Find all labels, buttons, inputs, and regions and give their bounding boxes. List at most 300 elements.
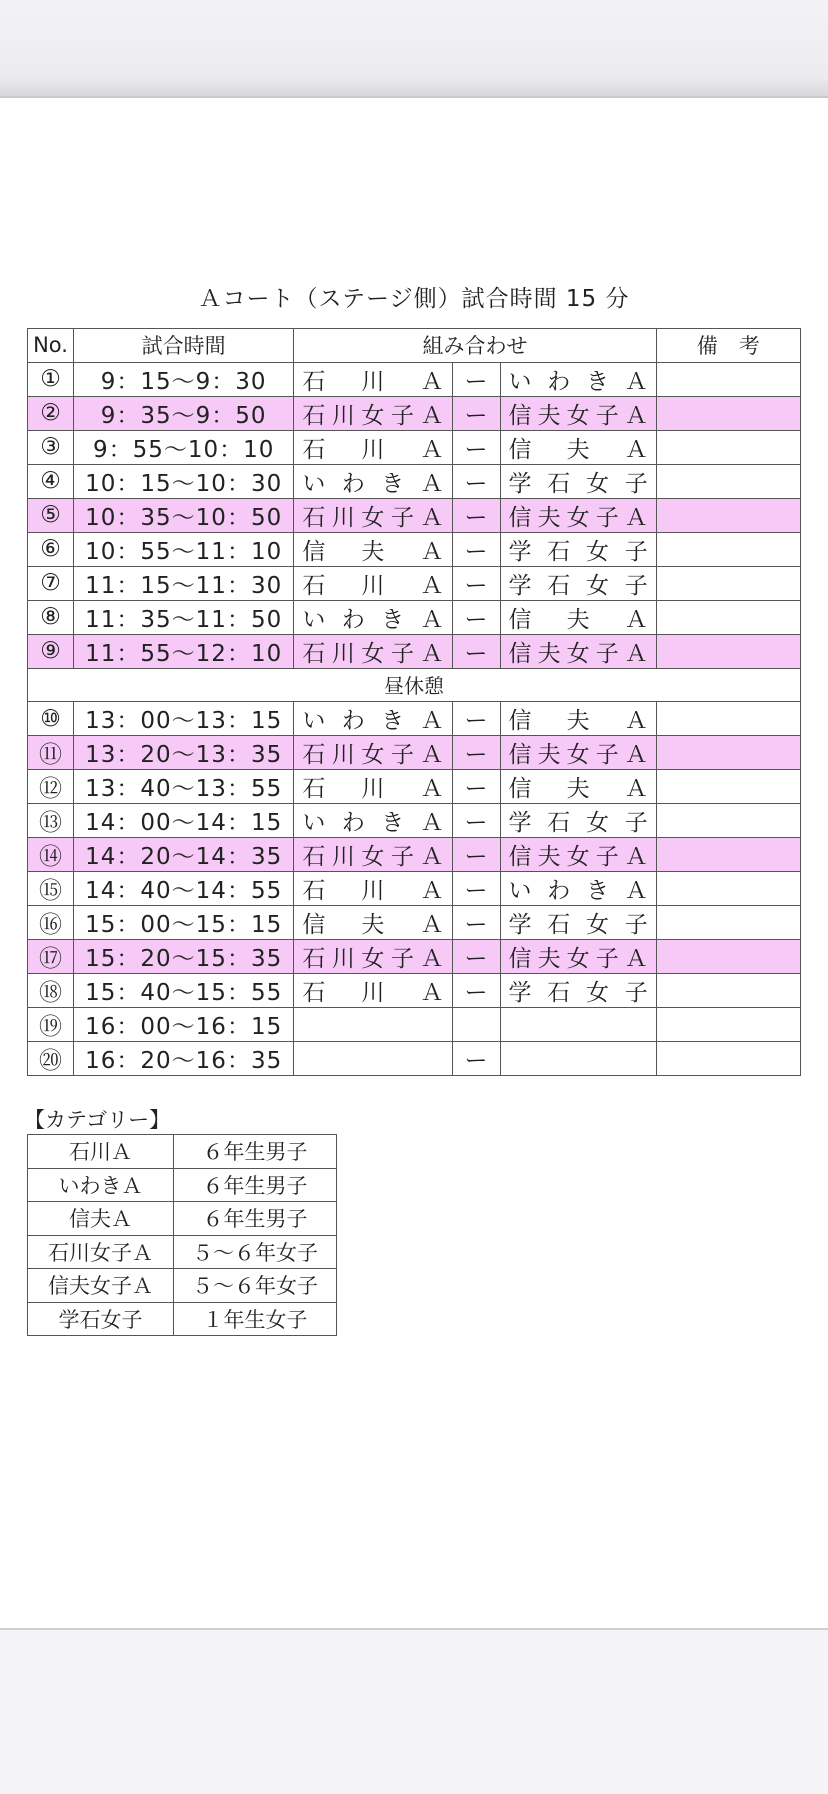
versus-dash: ー xyxy=(452,566,500,600)
team-name xyxy=(501,567,656,600)
match-number: ⑳ xyxy=(28,1042,74,1076)
team-name xyxy=(294,736,451,769)
note-cell xyxy=(656,872,800,906)
category-team: 信夫Ａ xyxy=(28,1202,174,1236)
match-time: 14：40〜14：55 xyxy=(74,872,294,906)
document-title: Ａコート（ステージ側）試合時間 15 分 xyxy=(198,286,630,312)
team-cell xyxy=(294,1042,452,1076)
team-name xyxy=(294,397,451,430)
team-char: わ xyxy=(341,606,365,633)
category-team: 石川Ａ xyxy=(28,1135,174,1169)
team-name xyxy=(501,838,656,871)
team-char: Ａ xyxy=(624,946,648,972)
team-char: 川 xyxy=(361,980,385,1006)
match-number: ① xyxy=(28,362,74,396)
team-char: い xyxy=(302,810,326,836)
team-char: 信 xyxy=(302,538,326,565)
match-time: 15：40〜15：55 xyxy=(74,974,294,1008)
team-char: Ａ xyxy=(624,606,648,633)
team-cell xyxy=(500,532,656,566)
category-label: 【カテゴリー】 xyxy=(24,1108,171,1132)
team-name xyxy=(294,872,451,905)
match-row xyxy=(28,464,801,498)
team-char: 学 xyxy=(508,980,532,1006)
team-name xyxy=(501,702,656,735)
team-char: 信 xyxy=(508,946,532,972)
team-char: 夫 xyxy=(566,606,590,633)
match-row xyxy=(28,872,801,906)
team-char: Ａ xyxy=(624,368,648,395)
team-char: い xyxy=(302,708,326,734)
team-char: 信 xyxy=(508,776,532,802)
team-char: 学 xyxy=(508,810,532,836)
match-row xyxy=(28,1042,801,1076)
team-name xyxy=(501,533,656,566)
team-char: 石 xyxy=(547,470,571,497)
team-char: Ａ xyxy=(420,640,444,667)
team-char: Ａ xyxy=(420,810,444,836)
versus-dash: ー xyxy=(452,1042,500,1076)
team-char: Ａ xyxy=(420,980,444,1006)
team-cell xyxy=(294,396,452,430)
match-number: ⑥ xyxy=(28,532,74,566)
team-cell xyxy=(294,804,452,838)
team-name xyxy=(501,397,656,430)
match-time: 13：00〜13：15 xyxy=(74,702,294,736)
team-cell xyxy=(294,940,452,974)
team-name xyxy=(294,940,451,973)
versus-dash: ー xyxy=(452,736,500,770)
team-cell xyxy=(294,362,452,396)
team-char: Ａ xyxy=(624,708,648,734)
team-char: 石 xyxy=(302,504,326,531)
team-char: 夫 xyxy=(537,844,561,870)
team-char: 女 xyxy=(566,640,590,667)
team-cell xyxy=(500,872,656,906)
team-char: 子 xyxy=(390,504,414,531)
team-name xyxy=(501,872,656,905)
team-char: Ａ xyxy=(420,606,444,633)
category-team: 石川女子Ａ xyxy=(28,1235,174,1269)
team-char: 女 xyxy=(566,742,590,768)
team-char: 川 xyxy=(361,368,385,395)
team-name xyxy=(501,363,656,396)
team-char: 石 xyxy=(302,776,326,802)
team-cell xyxy=(294,974,452,1008)
team-char: Ａ xyxy=(420,572,444,599)
team-cell xyxy=(500,566,656,600)
match-time: 14：20〜14：35 xyxy=(74,838,294,872)
team-char: 夫 xyxy=(537,504,561,531)
team-char: い xyxy=(508,368,532,395)
match-number: ⑦ xyxy=(28,566,74,600)
team-cell xyxy=(294,702,452,736)
match-row xyxy=(28,600,801,634)
team-char: 女 xyxy=(586,538,610,565)
schedule-table xyxy=(27,328,801,1076)
team-char: 信 xyxy=(302,912,326,938)
match-row xyxy=(28,498,801,532)
team-char: 学 xyxy=(508,912,532,938)
versus-dash: ー xyxy=(452,464,500,498)
versus-dash: ー xyxy=(452,804,500,838)
note-cell xyxy=(656,804,800,838)
header-time: 試合時間 xyxy=(74,329,294,363)
team-char: 子 xyxy=(390,742,414,768)
team-cell xyxy=(294,600,452,634)
match-number: ⑱ xyxy=(28,974,74,1008)
team-name xyxy=(294,601,451,634)
match-row xyxy=(28,532,801,566)
team-char: Ａ xyxy=(624,640,648,667)
team-name xyxy=(294,465,451,498)
team-char: 子 xyxy=(390,844,414,870)
team-char: 信 xyxy=(508,436,532,463)
category-grade: ６年生男子 xyxy=(174,1168,337,1202)
team-char: 石 xyxy=(302,572,326,599)
match-time: 14：00〜14：15 xyxy=(74,804,294,838)
team-name xyxy=(294,702,451,735)
team-char: 川 xyxy=(331,504,355,531)
team-name xyxy=(294,431,451,464)
team-char: 女 xyxy=(361,946,385,972)
team-char: き xyxy=(381,810,405,836)
viewer-bottom-band xyxy=(0,1628,828,1794)
team-char: 子 xyxy=(624,810,648,836)
team-char: 女 xyxy=(361,742,385,768)
note-cell xyxy=(656,600,800,634)
team-char: 女 xyxy=(361,640,385,667)
note-cell xyxy=(656,498,800,532)
category-row xyxy=(28,1135,337,1169)
team-char: 夫 xyxy=(361,912,385,938)
category-body xyxy=(28,1135,337,1336)
note-cell xyxy=(656,634,800,668)
team-char: 石 xyxy=(302,368,326,395)
team-name xyxy=(501,499,656,532)
team-cell xyxy=(500,362,656,396)
category-team: 学石女子 xyxy=(28,1302,174,1336)
match-number: ⑩ xyxy=(28,702,74,736)
match-row xyxy=(28,770,801,804)
versus-dash: ー xyxy=(452,770,500,804)
team-char: 信 xyxy=(508,402,532,429)
versus-dash: ー xyxy=(452,532,500,566)
team-cell xyxy=(500,430,656,464)
team-char: 子 xyxy=(595,946,619,972)
team-cell xyxy=(500,396,656,430)
category-grade: ６年生男子 xyxy=(174,1135,337,1169)
match-row xyxy=(28,702,801,736)
lunch-break-label: 昼休憩 xyxy=(28,668,801,702)
category-row xyxy=(28,1168,337,1202)
team-char: 石 xyxy=(302,742,326,768)
versus-dash: ー xyxy=(452,430,500,464)
team-char: 川 xyxy=(361,776,385,802)
note-cell xyxy=(656,362,800,396)
match-row xyxy=(28,362,801,396)
team-char: わ xyxy=(341,470,365,497)
match-row xyxy=(28,974,801,1008)
team-name xyxy=(501,770,656,803)
team-char: わ xyxy=(341,708,365,734)
match-row xyxy=(28,804,801,838)
team-char: 女 xyxy=(361,504,385,531)
team-char: 夫 xyxy=(537,742,561,768)
team-char: Ａ xyxy=(420,368,444,395)
match-row xyxy=(28,1008,801,1042)
team-char: Ａ xyxy=(420,742,444,768)
team-char: 子 xyxy=(390,402,414,429)
team-char: 夫 xyxy=(566,436,590,463)
team-char: 川 xyxy=(361,878,385,904)
match-time: 9：35〜9：50 xyxy=(74,396,294,430)
team-char: い xyxy=(302,470,326,497)
team-char: Ａ xyxy=(624,844,648,870)
schedule-body xyxy=(28,329,801,1076)
versus-dash: ー xyxy=(452,838,500,872)
team-char: 子 xyxy=(595,504,619,531)
category-grade: １年生女子 xyxy=(174,1302,337,1336)
versus-dash: ー xyxy=(452,940,500,974)
team-name xyxy=(294,363,451,396)
match-time: 15：00〜15：15 xyxy=(74,906,294,940)
category-team: 信夫女子Ａ xyxy=(28,1269,174,1303)
team-char: 女 xyxy=(586,810,610,836)
category-row xyxy=(28,1302,337,1336)
team-char: わ xyxy=(547,878,571,904)
team-char: 石 xyxy=(547,572,571,599)
team-char: 石 xyxy=(302,640,326,667)
versus-dash: ー xyxy=(452,872,500,906)
team-char: Ａ xyxy=(624,742,648,768)
match-row xyxy=(28,566,801,600)
team-char: 川 xyxy=(331,402,355,429)
match-row xyxy=(28,906,801,940)
team-cell xyxy=(500,634,656,668)
match-row xyxy=(28,634,801,668)
team-char: き xyxy=(381,606,405,633)
versus-dash: ー xyxy=(452,906,500,940)
match-number: ⑬ xyxy=(28,804,74,838)
team-cell xyxy=(294,566,452,600)
team-char: 子 xyxy=(624,470,648,497)
team-char: 夫 xyxy=(361,538,385,565)
team-name xyxy=(294,974,451,1007)
team-char: 石 xyxy=(547,538,571,565)
team-char: Ａ xyxy=(420,402,444,429)
category-grade: ６年生男子 xyxy=(174,1202,337,1236)
team-cell xyxy=(500,498,656,532)
team-char: い xyxy=(302,606,326,633)
team-char: 女 xyxy=(566,844,590,870)
versus-dash xyxy=(452,1008,500,1042)
versus-dash: ー xyxy=(452,600,500,634)
team-char: Ａ xyxy=(420,504,444,531)
team-char: Ａ xyxy=(420,708,444,734)
team-name xyxy=(501,736,656,769)
team-char: 女 xyxy=(586,912,610,938)
team-char: Ａ xyxy=(420,470,444,497)
match-row xyxy=(28,430,801,464)
team-char: 子 xyxy=(595,640,619,667)
team-cell xyxy=(500,1042,656,1076)
category-row xyxy=(28,1202,337,1236)
match-time: 9：15〜9：30 xyxy=(74,362,294,396)
team-cell xyxy=(500,974,656,1008)
team-char: 夫 xyxy=(537,402,561,429)
team-cell xyxy=(500,1008,656,1042)
team-char: 女 xyxy=(586,980,610,1006)
team-char: Ａ xyxy=(624,878,648,904)
match-row xyxy=(28,736,801,770)
note-cell xyxy=(656,532,800,566)
category-grade: ５〜６年女子 xyxy=(174,1269,337,1303)
team-char: Ａ xyxy=(420,844,444,870)
header-note: 備 考 xyxy=(656,329,800,363)
team-char: 石 xyxy=(302,844,326,870)
team-char: 夫 xyxy=(537,946,561,972)
team-char: 子 xyxy=(624,538,648,565)
viewer-top-band xyxy=(0,0,828,98)
note-cell xyxy=(656,396,800,430)
team-cell xyxy=(294,532,452,566)
match-number: ③ xyxy=(28,430,74,464)
team-char: 信 xyxy=(508,742,532,768)
team-char: 川 xyxy=(361,436,385,463)
team-char: 石 xyxy=(547,980,571,1006)
match-time: 15：20〜15：35 xyxy=(74,940,294,974)
team-char: Ａ xyxy=(624,402,648,429)
team-name xyxy=(294,567,451,600)
team-char: い xyxy=(508,878,532,904)
team-char: 女 xyxy=(566,946,590,972)
match-number: ⑤ xyxy=(28,498,74,532)
note-cell xyxy=(656,770,800,804)
note-cell xyxy=(656,1042,800,1076)
match-time: 10：35〜10：50 xyxy=(74,498,294,532)
team-name xyxy=(501,804,656,837)
team-char: 川 xyxy=(331,844,355,870)
team-char: Ａ xyxy=(420,878,444,904)
team-char: 学 xyxy=(508,470,532,497)
note-cell xyxy=(656,906,800,940)
match-number: ⑭ xyxy=(28,838,74,872)
team-char: 子 xyxy=(595,742,619,768)
match-number: ⑰ xyxy=(28,940,74,974)
team-char: Ａ xyxy=(624,776,648,802)
team-cell xyxy=(294,736,452,770)
match-time: 9：55〜10：10 xyxy=(74,430,294,464)
team-name xyxy=(501,940,656,973)
note-cell xyxy=(656,702,800,736)
match-number: ⑲ xyxy=(28,1008,74,1042)
team-char: き xyxy=(586,368,610,395)
team-char: 子 xyxy=(595,402,619,429)
team-char: 女 xyxy=(586,572,610,599)
team-char: 女 xyxy=(566,402,590,429)
team-char: Ａ xyxy=(420,538,444,565)
team-cell xyxy=(500,702,656,736)
note-cell xyxy=(656,838,800,872)
team-cell xyxy=(294,1008,452,1042)
match-time: 10：15〜10：30 xyxy=(74,464,294,498)
match-number: ⑯ xyxy=(28,906,74,940)
team-char: 石 xyxy=(302,946,326,972)
team-char: き xyxy=(586,878,610,904)
team-char: 石 xyxy=(302,436,326,463)
match-row xyxy=(28,940,801,974)
match-number: ⑫ xyxy=(28,770,74,804)
team-name xyxy=(501,465,656,498)
category-row xyxy=(28,1235,337,1269)
team-char: 信 xyxy=(508,844,532,870)
match-time: 16：20〜16：35 xyxy=(74,1042,294,1076)
document-page xyxy=(0,98,828,1628)
team-name xyxy=(501,431,656,464)
team-cell xyxy=(294,770,452,804)
team-char: 学 xyxy=(508,538,532,565)
team-char: 女 xyxy=(361,844,385,870)
team-cell xyxy=(500,770,656,804)
team-cell xyxy=(294,498,452,532)
team-name xyxy=(294,906,451,939)
team-char: わ xyxy=(341,810,365,836)
note-cell xyxy=(656,940,800,974)
team-char: 子 xyxy=(595,844,619,870)
match-time: 11：15〜11：30 xyxy=(74,566,294,600)
team-char: 石 xyxy=(547,912,571,938)
team-cell xyxy=(500,804,656,838)
match-number: ④ xyxy=(28,464,74,498)
versus-dash: ー xyxy=(452,702,500,736)
note-cell xyxy=(656,1008,800,1042)
team-cell xyxy=(500,736,656,770)
note-cell xyxy=(656,736,800,770)
versus-dash: ー xyxy=(452,396,500,430)
team-cell xyxy=(500,600,656,634)
team-cell xyxy=(294,634,452,668)
header-no: No. xyxy=(28,329,74,363)
team-name xyxy=(294,499,451,532)
team-cell xyxy=(294,430,452,464)
team-char: 川 xyxy=(361,572,385,599)
category-table xyxy=(27,1134,337,1336)
team-name xyxy=(501,974,656,1007)
match-time: 10：55〜11：10 xyxy=(74,532,294,566)
team-char: き xyxy=(381,470,405,497)
team-char: 子 xyxy=(390,946,414,972)
team-name xyxy=(294,533,451,566)
match-time: 16：00〜16：15 xyxy=(74,1008,294,1042)
team-char: Ａ xyxy=(420,946,444,972)
team-name xyxy=(501,601,656,634)
team-char: Ａ xyxy=(624,504,648,531)
team-char: 夫 xyxy=(537,640,561,667)
team-char: 子 xyxy=(390,640,414,667)
team-char: 子 xyxy=(624,912,648,938)
note-cell xyxy=(656,566,800,600)
team-char: Ａ xyxy=(420,436,444,463)
versus-dash: ー xyxy=(452,974,500,1008)
match-number: ⑧ xyxy=(28,600,74,634)
match-time: 13：20〜13：35 xyxy=(74,736,294,770)
team-name xyxy=(294,770,451,803)
team-char: 川 xyxy=(331,640,355,667)
team-char: 子 xyxy=(624,572,648,599)
team-cell xyxy=(500,940,656,974)
note-cell xyxy=(656,974,800,1008)
